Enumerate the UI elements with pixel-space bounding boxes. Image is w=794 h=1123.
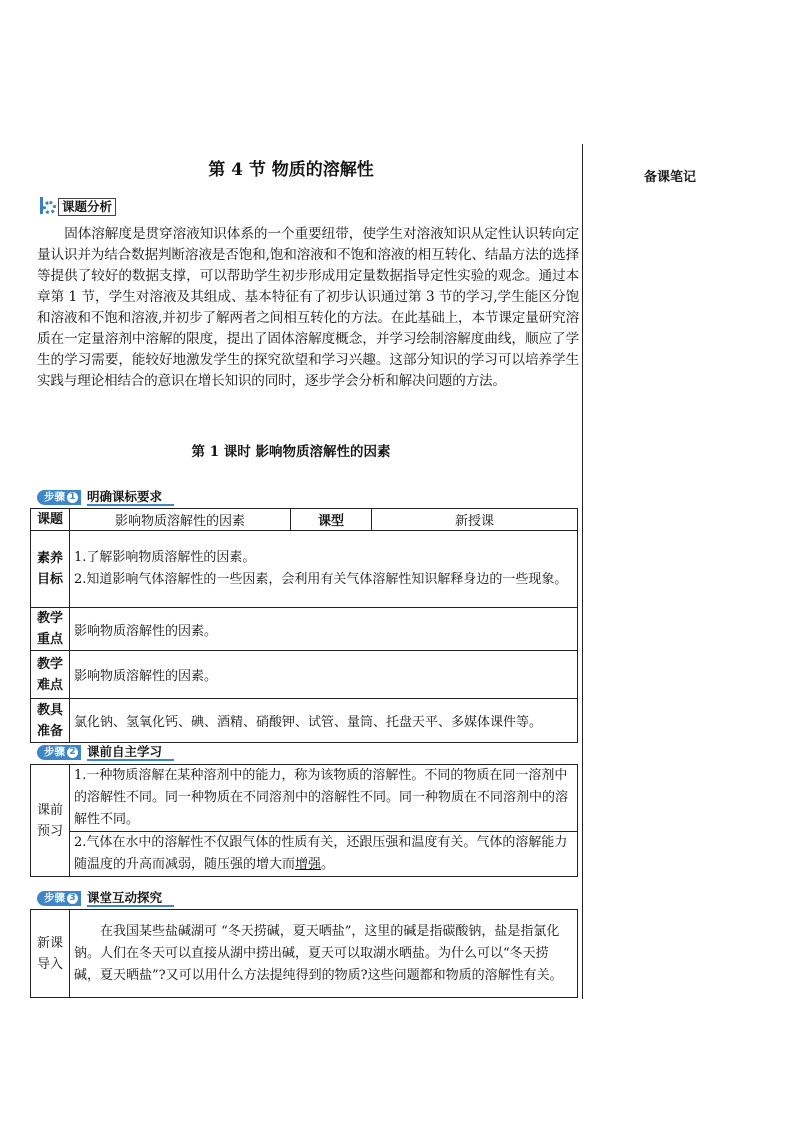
difficulty-value: 影响物质溶解性的因素。: [70, 651, 578, 699]
intro-table: [30, 909, 578, 998]
key-head: 教学重点: [31, 608, 70, 651]
step-2-label: 课前自主学习: [87, 744, 174, 761]
prep-head: 教具准备: [31, 699, 70, 743]
analysis-badge: [36, 197, 116, 216]
preview-table: [30, 764, 578, 877]
step-1-pill: 步骤 1: [37, 490, 81, 505]
step-1-header: [37, 489, 174, 506]
answer-blank: 增强: [295, 857, 322, 872]
step-3-header: [37, 890, 174, 907]
topic-value: 影响物质溶解性的因素: [70, 509, 291, 531]
goal-head: 素养目标: [31, 531, 70, 608]
analysis-badge-label: 课题分析: [58, 198, 116, 216]
topic-head: 课题: [31, 509, 70, 531]
prep-value: 氯化钠、氢氧化钙、碘、酒精、硝酸钾、试管、量筒、托盘天平、多媒体课件等。: [70, 699, 578, 743]
type-value: 新授课: [372, 509, 578, 531]
lesson-title: 第 1 课时 影响物质溶解性的因素: [191, 444, 391, 460]
goal-item-2: 2.知道影响气体溶解性的一些因素，会利用有关气体溶解性知识解释身边的一些现象。: [74, 572, 568, 587]
goal-item-1: 1.了解影响物质溶解性的因素。: [74, 550, 256, 565]
gear-icon: [36, 197, 58, 216]
preview-item-1: 1.一种物质溶解在某种溶剂中的能力，称为该物质的溶解性。不同的物质在同一溶剂中的溶解性不同。同一种物质在不同溶剂中的溶解性不同。同一种物质在不同溶剂中的溶解性不同。: [70, 765, 578, 832]
intro-head: 新课导入: [31, 910, 70, 998]
preview-head: 课前预习: [31, 765, 70, 877]
step-1-label: 明确课标要求: [87, 489, 174, 506]
step-3-label: 课堂互动探究: [87, 890, 174, 907]
intro-text: 在我国某些盐碱湖可 “冬天捞碱，夏天晒盐”，这里的碱是指碳酸钠，盐是指氯化钠。人们在冬天可以直接从湖中捞出碱，夏天可以取湖水晒盐。为什么可以“冬天捞碱，夏天晒盐”?又可以用什么方法提纯得到的物质?这些问题都和物质的溶解性有关。: [70, 910, 578, 998]
key-value: 影响物质溶解性的因素。: [70, 608, 578, 651]
objectives-table: [30, 508, 578, 743]
step-2-header: [37, 744, 174, 761]
notes-column-divider: [582, 144, 583, 999]
goal-value: [70, 531, 578, 608]
step-2-pill: 步骤 2: [37, 745, 81, 760]
type-head: 课型: [291, 509, 372, 531]
section-title: 第 4 节 物质的溶解性: [208, 160, 374, 180]
preview-item-2: 2.气体在水中的溶解性不仅跟气体的性质有关，还跟压强和温度有关。气体的溶解能力随温度的升高而减弱，随压强的增大而增强。: [70, 832, 578, 877]
lesson-notes-label: 备课笔记: [644, 170, 697, 185]
step-3-pill: 步骤 3: [37, 891, 81, 906]
analysis-paragraph: 固体溶解度是贯穿溶液知识体系的一个重要纽带，使学生对溶液知识从定性认识转向定量认识并为结合数据判断溶液是否饱和,饱和溶液和不饱和溶液的相互转化、结晶方法的选择等提供了较好的数据支撑，可以帮助学生初步形成用定量数据指导定性实验的观念。通过本章第 1 节，学生对溶液及其组成、基本特征有了初步认识通过第 3 节的学习,学生能区分饱和溶液和不饱和溶液,并初步了解两者之间相互转化的方法。在此基础上，本节课定量研究溶质在一定量溶剂中溶解的限度，提出了固体溶解度概念，并学习绘制溶解度曲线，顺应了学生的学习需要，能较好地激发学生的探究欲望和学习兴趣。这部分知识的学习可以培养学生实践与理论相结合的意识在增长知识的同时，逐步学会分析和解决问题的方法。: [37, 226, 579, 389]
difficulty-head: 教学难点: [31, 651, 70, 699]
